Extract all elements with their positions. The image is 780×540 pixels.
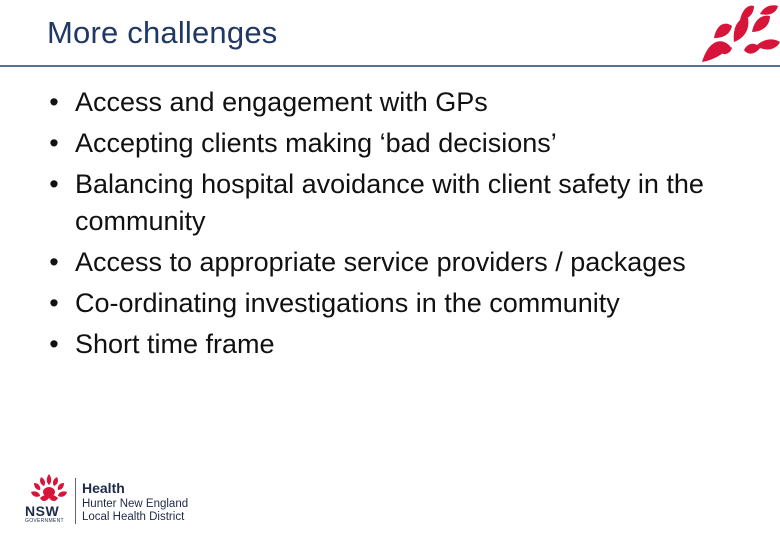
nsw-wordmark: NSW — [25, 503, 60, 519]
bullet-item — [44, 244, 764, 281]
bullet-item — [44, 166, 764, 240]
bullet-marker: • — [49, 329, 59, 359]
org-name: Health — [82, 480, 125, 496]
bullet-marker: • — [49, 247, 59, 277]
org-line-1: Hunter New England — [82, 498, 189, 510]
bullet-text: Access and engagement with GPs — [75, 87, 488, 117]
bullet-list — [44, 84, 764, 367]
slide-title: More challenges — [47, 15, 278, 50]
nsw-waratah-icon — [26, 472, 72, 506]
bullet-item — [44, 326, 764, 363]
bullet-text: Access to appropriate service providers / packages — [75, 247, 686, 277]
logo-divider — [75, 478, 76, 524]
bullet-text: Short time frame — [75, 329, 275, 359]
waratah-logo-icon — [690, 2, 780, 66]
bullet-marker: • — [49, 288, 59, 318]
bullet-item — [44, 125, 764, 162]
bullet-marker: • — [49, 128, 59, 158]
nsw-health-logo — [22, 472, 202, 530]
bullet-item — [44, 84, 764, 121]
bullet-marker: • — [49, 169, 59, 199]
org-line-2: Local Health District — [82, 511, 185, 523]
bullet-item — [44, 285, 764, 322]
government-wordmark: GOVERNMENT — [25, 518, 64, 524]
bullet-marker: • — [49, 87, 59, 117]
bullet-text: Co-ordinating investigations in the community — [75, 288, 620, 318]
bullet-text: Balancing hospital avoidance with client safety in the community — [75, 169, 704, 236]
title-divider — [0, 65, 780, 67]
bullet-text: Accepting clients making ‘bad decisions’ — [75, 128, 557, 158]
